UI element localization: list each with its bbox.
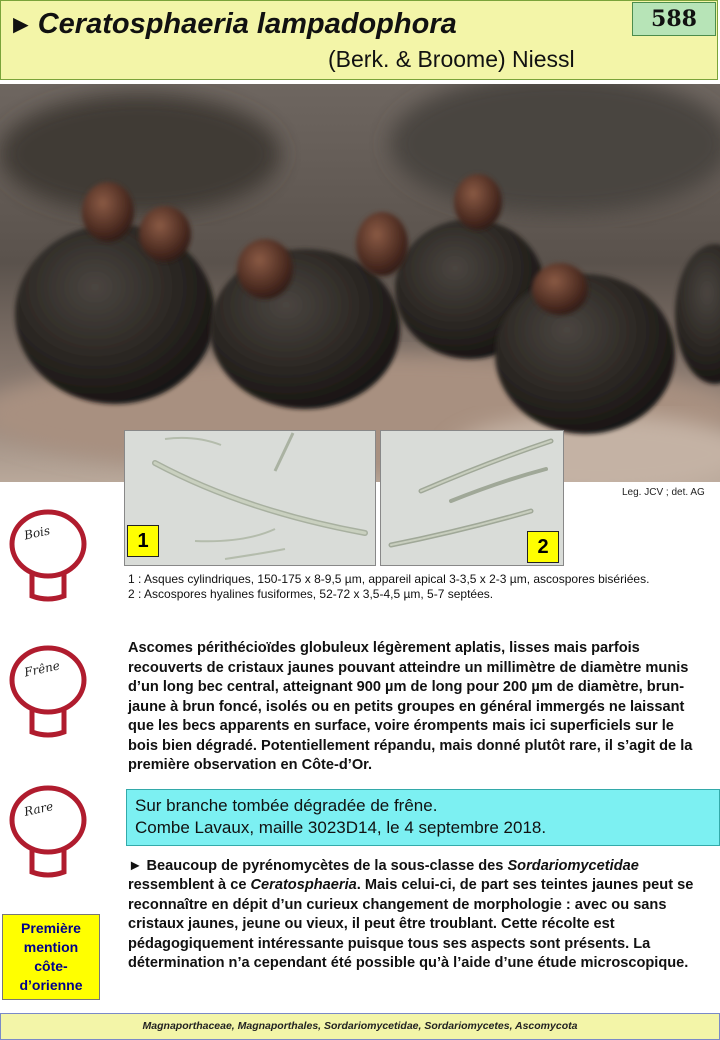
species-title [8,8,457,41]
substrate-label: Bois [22,523,52,543]
arrow-icon: ► [8,9,34,39]
first-mention-line-3: côte- [34,958,68,974]
rarity-icon [6,776,92,886]
first-mention-line-1: Première [21,920,81,936]
arrow-icon: ► [128,858,143,874]
remark-taxon-1: Sordariomycetidae [507,858,639,874]
description-paragraph: Ascomes périthécioïdes globuleux légèrement aplatis, lisses mais parfois recouverts de cristaux jaunes pouvant atteindre un millimètre de diamètre munis d’un long bec central, atteignant 900 µm de long pour 200 µm de diamètre, brun-jaune à brun foncé, isolés ou en petits groupes en général immergés ne laissant que les becs apparents en surface, voire érompents mais ici superficiels sur le bois bien dégradé. Potentiellement répandu, mais donné plutôt rare, il s’agit de la première observation en Côte-d’Or. [128,640,693,773]
first-mention-line-4: d’orienne [19,977,83,993]
habitat-box [126,789,720,846]
fungus-photo [0,84,720,482]
rarity-label: Rare [22,799,55,819]
micrograph-ascospores [380,430,564,566]
remark-text-3: . Mais celui-ci, de part ses teintes jaunes peut se reconnaître en dépit d’un curieux changement de morphologie : avec ou sans cristaux jaunes, jeune ou vieux, il peut être troublant. Cette récolte est pédagogiquement intéressante puisque tous ses aspects sont présents. La détermination n’a cependant été possible qu’à l’aide d’une étude microscopique. [128,877,694,972]
host-label: Frêne [22,658,62,680]
substrate-wood-icon [6,500,92,610]
remark-taxon-2: Ceratosphaeria [250,877,357,894]
micrograph-legend [128,572,688,602]
page-number-badge: 588 [632,2,716,36]
legend-line-1: 1 : Asques cylindriques, 150-175 x 8-9,5 µm, appareil apical 3-3,5 x 2-3 µm, ascospores bisériées. [128,572,650,586]
remark-paragraph [128,857,703,973]
first-mention-badge [2,914,100,1000]
species-name: Ceratosphaeria lampadophora [37,8,457,40]
remark-text-2: ressemblent à ce [128,877,251,894]
taxonomy-footer: Magnaporthaceae, Magnaporthales, Sordariomycetidae, Sordariomycetes, Ascomycota [0,1013,720,1040]
micrograph-1-badge: 1 [127,525,159,557]
first-mention-line-2: mention [23,939,79,955]
host-ash-icon [6,636,92,746]
collector-credit: Leg. JCV ; det. AG [622,487,705,498]
habitat-line-2: Combe Lavaux, maille 3023D14, le 4 septembre 2018. [135,818,547,837]
legend-line-2: 2 : Ascospores hyalines fusiformes, 52-72 x 3,5-4,5 µm, 5-7 septées. [128,587,494,601]
habitat-line-1: Sur branche tombée dégradée de frêne. [135,796,438,815]
micrograph-2-badge: 2 [527,531,559,563]
micrograph-asci [124,430,376,566]
remark-text-1: Beaucoup de pyrénomycètes de la sous-classe des [142,858,508,874]
species-authority: (Berk. & Broome) Niessl [328,46,575,72]
